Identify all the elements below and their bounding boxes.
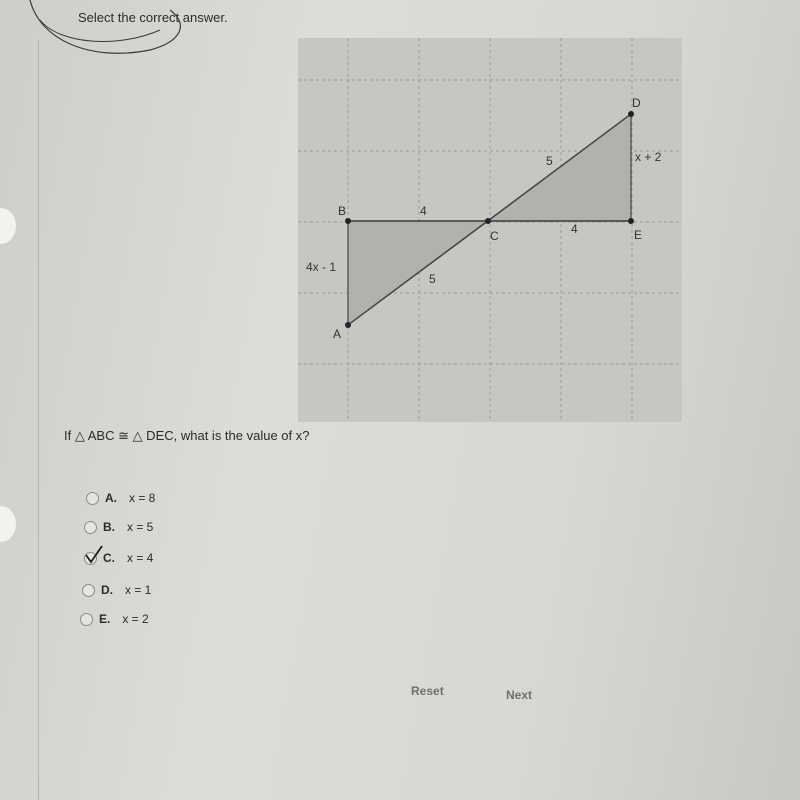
instruction-text: Select the correct answer. (78, 10, 228, 25)
label-c: C (490, 229, 499, 243)
option-e-letter: E. (99, 612, 111, 626)
option-a-text: x = 8 (129, 491, 156, 505)
label-side-de: x + 2 (635, 150, 662, 164)
radio-icon[interactable] (86, 492, 99, 505)
label-side-bc: 4 (420, 204, 427, 218)
question-text: If △ ABC ≅ △ DEC, what is the value of x? (64, 428, 310, 443)
option-b-text: x = 5 (127, 520, 154, 534)
option-a-letter: A. (105, 491, 117, 505)
margin-line (38, 40, 39, 800)
radio-icon[interactable] (84, 521, 97, 534)
point-a (345, 322, 351, 328)
point-e (628, 218, 634, 224)
triangle-figure (298, 38, 682, 422)
label-e: E (634, 228, 643, 242)
option-d-text: x = 1 (125, 583, 152, 597)
radio-icon[interactable] (80, 613, 93, 626)
radio-icon-selected[interactable] (84, 552, 97, 565)
option-c-text: x = 4 (127, 551, 154, 565)
option-a[interactable] (86, 488, 155, 508)
option-d[interactable] (82, 580, 151, 600)
label-side-dc: 5 (546, 154, 553, 168)
option-b[interactable] (84, 517, 153, 537)
reset-button[interactable]: Reset (411, 684, 444, 698)
point-b (345, 218, 351, 224)
option-c-letter: C. (103, 551, 115, 565)
label-side-ce: 4 (571, 222, 578, 236)
next-button[interactable]: Next (506, 688, 533, 702)
point-d (628, 111, 634, 117)
label-side-ac: 5 (429, 272, 436, 286)
label-b: B (338, 204, 347, 218)
label-d: D (632, 96, 641, 110)
option-e[interactable] (80, 609, 149, 629)
option-d-letter: D. (101, 583, 113, 597)
radio-icon[interactable] (82, 584, 95, 597)
label-a: A (333, 327, 342, 341)
checkmark-icon (84, 545, 104, 565)
point-c (485, 218, 491, 224)
option-b-letter: B. (103, 520, 115, 534)
option-e-text: x = 2 (122, 612, 149, 626)
label-side-ab: 4x - 1 (306, 260, 337, 274)
option-c[interactable] (84, 548, 153, 568)
